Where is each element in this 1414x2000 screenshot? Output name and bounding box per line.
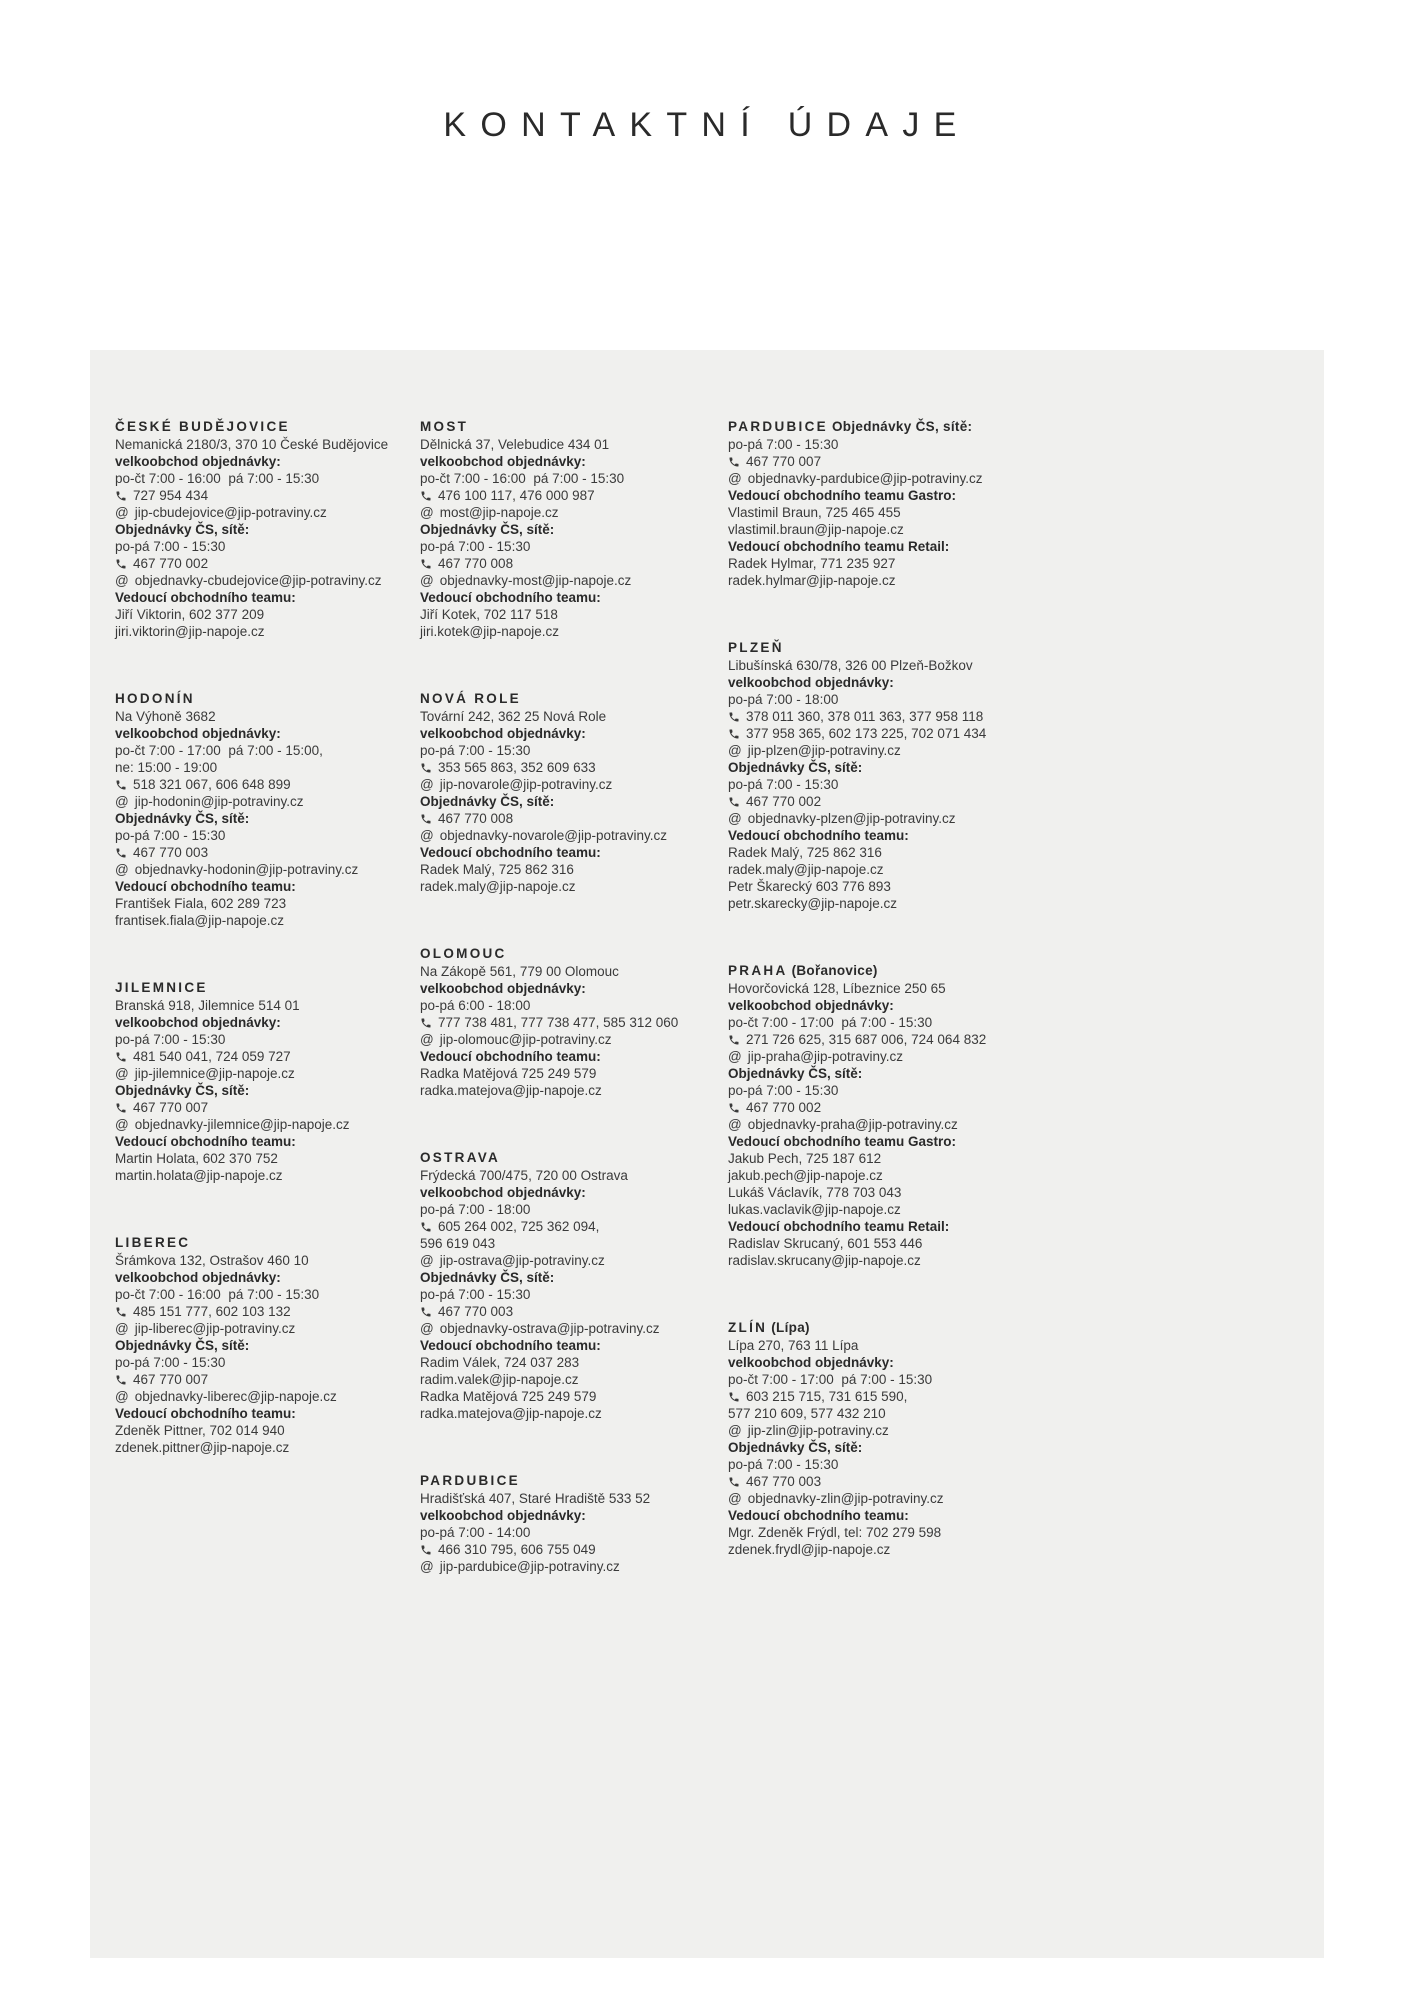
at-sign-icon: @ [115,1066,129,1081]
contact-entry-olomouc [420,945,712,1099]
phone-number: 467 770 008 [438,556,514,571]
city-name: ČESKÉ BUDĚJOVICE [115,419,290,434]
text-line: zdenek.frydl@jip-napoje.cz [728,1542,891,1557]
contact-entry-nova-role [420,690,712,895]
text-line: petr.skarecky@jip-napoje.cz [728,896,898,911]
email-line [115,572,395,589]
contact-city-heading [115,690,407,707]
text-line: Radka Matějová 725 249 579 [420,1389,597,1404]
text-line: lukas.vaclavik@jip-napoje.cz [728,1202,901,1217]
section-label: Vedoucí obchodního teamu: [420,845,601,860]
text-line: po-čt 7:00 - 16:00 pá 7:00 - 15:30 [115,1287,320,1302]
contact-entry-most [420,418,712,640]
email-line [420,827,700,844]
section-label: Objednávky ČS, sítě: [728,1440,863,1455]
text-line: po-čt 7:00 - 17:00 pá 7:00 - 15:30 [728,1372,933,1387]
text-line: po-pá 7:00 - 15:30 [728,1083,839,1098]
email-line [115,793,395,810]
phone-icon [728,711,740,723]
text-line: po-pá 7:00 - 15:30 [728,437,839,452]
phone-number: 467 770 003 [746,1474,822,1489]
text-line: Martin Holata, 602 370 752 [115,1151,278,1166]
phone-number: 467 770 003 [133,845,209,860]
text-line: Radka Matějová 725 249 579 [420,1066,597,1081]
email-line [420,1252,700,1269]
email-line [728,742,1008,759]
section-label: Objednávky ČS, sítě: [728,760,863,775]
at-sign-icon: @ [728,1491,742,1506]
contacts-panel [90,350,1324,1958]
contact-city-heading [420,1149,712,1166]
section-label: velkoobchod objednávky: [420,1185,586,1200]
section-label: Vedoucí obchodního teamu: [115,1134,296,1149]
at-sign-icon: @ [420,1321,434,1336]
email-line [115,1116,395,1133]
phone-icon [115,1102,127,1114]
email-address: objednavky-liberec@jip-napoje.cz [134,1389,337,1404]
phone-icon [420,490,432,502]
text-line: po-čt 7:00 - 16:00 pá 7:00 - 15:30 [115,471,320,486]
email-address: objednavky-plzen@jip-potraviny.cz [747,811,956,826]
email-line [420,1558,700,1575]
at-sign-icon: @ [420,828,434,843]
at-sign-icon: @ [420,1559,434,1574]
phone-icon [420,558,432,570]
heading-suffix: (Lípa) [767,1320,810,1335]
email-line [728,1116,1008,1133]
city-name: HODONÍN [115,691,195,706]
heading-suffix: (Bořanovice) [787,963,878,978]
text-line: vlastimil.braun@jip-napoje.cz [728,522,904,537]
phone-line [420,1541,700,1558]
email-address: jip-praha@jip-potraviny.cz [747,1049,903,1064]
email-address: jip-cbudejovice@jip-potraviny.cz [134,505,327,520]
text-line: po-pá 7:00 - 15:30 [728,777,839,792]
at-sign-icon: @ [420,573,434,588]
text-line: Lípa 270, 763 11 Lípa [728,1338,859,1353]
text-line: po-čt 7:00 - 17:00 pá 7:00 - 15:30 [728,1015,933,1030]
text-line: po-pá 7:00 - 18:00 [420,1202,531,1217]
section-label: Objednávky ČS, sítě: [115,1083,250,1098]
section-label: Objednávky ČS, sítě: [420,1270,555,1285]
email-line [115,1320,395,1337]
text-line: 577 210 609, 577 432 210 [728,1406,886,1421]
phone-icon [728,796,740,808]
email-line [115,1388,395,1405]
section-label: Vedoucí obchodního teamu Retail: [728,539,950,554]
contact-entry-ostrava [420,1149,712,1422]
contact-entry-liberec [115,1234,407,1456]
email-line [115,861,395,878]
email-address: objednavky-novarole@jip-potraviny.cz [439,828,668,843]
email-line [728,470,1008,487]
section-label: Vedoucí obchodního teamu Retail: [728,1219,950,1234]
at-sign-icon: @ [115,1117,129,1132]
at-sign-icon: @ [115,794,129,809]
text-line: po-pá 6:00 - 18:00 [420,998,531,1013]
city-name: PRAHA [728,963,788,978]
phone-line [115,1303,395,1320]
city-name: MOST [420,419,469,434]
text-line: Radek Malý, 725 862 316 [420,862,574,877]
phone-icon [728,1476,740,1488]
email-address: jip-olomouc@jip-potraviny.cz [439,1032,612,1047]
phone-line [420,1218,700,1235]
at-sign-icon: @ [420,505,434,520]
contact-entry-ceske-budejovice [115,418,407,640]
text-line: Hovorčovická 128, Líbeznice 250 65 [728,981,946,996]
text-line: po-čt 7:00 - 16:00 pá 7:00 - 15:30 [420,471,625,486]
email-address: jip-zlin@jip-potraviny.cz [747,1423,889,1438]
at-sign-icon: @ [420,777,434,792]
phone-number: 467 770 007 [746,454,822,469]
phone-line [115,1048,395,1065]
email-address: objednavky-most@jip-napoje.cz [439,573,632,588]
email-address: objednavky-ostrava@jip-potraviny.cz [439,1321,660,1336]
contact-city-heading [420,690,712,707]
phone-icon [420,1221,432,1233]
contact-city-heading [728,639,1020,656]
phone-line [728,453,1008,470]
phone-number: 467 770 003 [438,1304,514,1319]
text-line: Radim Válek, 724 037 283 [420,1355,580,1370]
section-label: velkoobchod objednávky: [115,1270,281,1285]
at-sign-icon: @ [728,471,742,486]
contact-entry-plzen [728,639,1020,912]
section-label: Objednávky ČS, sítě: [115,522,250,537]
at-sign-icon: @ [115,862,129,877]
phone-line [115,1371,395,1388]
section-label: Objednávky ČS, sítě: [728,1066,863,1081]
text-line: Vlastimil Braun, 725 465 455 [728,505,901,520]
at-sign-icon: @ [115,573,129,588]
phone-number: 377 958 365, 602 173 225, 702 071 434 [746,726,987,741]
email-line [728,1490,1008,1507]
email-address: jip-jilemnice@jip-napoje.cz [134,1066,295,1081]
phone-icon [115,847,127,859]
email-line [115,1065,395,1082]
section-label: velkoobchod objednávky: [115,1015,281,1030]
at-sign-icon: @ [728,1049,742,1064]
contact-entry-pardubice-objednavky [728,418,1020,589]
email-line [420,572,700,589]
phone-line [728,1388,1008,1405]
email-line [420,776,700,793]
phone-line [420,487,700,504]
city-name: OLOMOUC [420,946,507,961]
email-address: jip-plzen@jip-potraviny.cz [747,743,901,758]
email-address: jip-ostrava@jip-potraviny.cz [439,1253,605,1268]
text-line: po-pá 7:00 - 15:30 [420,743,531,758]
phone-number: 603 215 715, 731 615 590, [746,1389,908,1404]
phone-icon [728,1391,740,1403]
text-line: Lukáš Václavík, 778 703 043 [728,1185,902,1200]
text-line: František Fiala, 602 289 723 [115,896,287,911]
phone-number: 467 770 002 [746,1100,822,1115]
section-label: Vedoucí obchodního teamu: [115,879,296,894]
phone-line [728,1031,1008,1048]
text-line: ne: 15:00 - 19:00 [115,760,218,775]
section-label: velkoobchod objednávky: [420,981,586,996]
phone-line [728,725,1008,742]
phone-number: 605 264 002, 725 362 094, [438,1219,600,1234]
phone-number: 727 954 434 [133,488,209,503]
phone-icon [115,1306,127,1318]
heading-suffix: Objednávky ČS, sítě: [827,419,973,434]
phone-line [115,555,395,572]
phone-number: 476 100 117, 476 000 987 [438,488,595,503]
email-address: objednavky-cbudejovice@jip-potraviny.cz [134,573,382,588]
text-line: Jiří Viktorin, 602 377 209 [115,607,265,622]
phone-line [115,844,395,861]
phone-icon [115,490,127,502]
phone-number: 777 738 481, 777 738 477, 585 312 060 [438,1015,679,1030]
contact-city-heading [728,1319,1020,1336]
email-line [728,1048,1008,1065]
phone-icon [115,779,127,791]
text-line: radislav.skrucany@jip-napoje.cz [728,1253,921,1268]
at-sign-icon: @ [728,1117,742,1132]
contact-city-heading [420,418,712,435]
text-line: Zdeněk Pittner, 702 014 940 [115,1423,285,1438]
text-line: po-pá 7:00 - 14:00 [420,1525,531,1540]
text-line: Mgr. Zdeněk Frýdl, tel: 702 279 598 [728,1525,942,1540]
text-line: frantisek.fiala@jip-napoje.cz [115,913,285,928]
text-line: po-pá 7:00 - 15:30 [420,1287,531,1302]
text-line: Radek Hylmar, 771 235 927 [728,556,896,571]
section-label: Vedoucí obchodního teamu: [728,1508,909,1523]
section-label: Vedoucí obchodního teamu: [420,1338,601,1353]
text-line: Frýdecká 700/475, 720 00 Ostrava [420,1168,628,1183]
section-label: Vedoucí obchodního teamu: [728,828,909,843]
phone-number: 378 011 360, 378 011 363, 377 958 118 [746,709,984,724]
section-label: velkoobchod objednávky: [420,454,586,469]
page-title: KONTAKTNÍ ÚDAJE [443,106,971,144]
section-label: Vedoucí obchodního teamu: [115,1406,296,1421]
email-line [115,504,395,521]
at-sign-icon: @ [115,505,129,520]
phone-number: 467 770 002 [133,556,209,571]
text-line: Jiří Kotek, 702 117 518 [420,607,558,622]
phone-line [728,1099,1008,1116]
contact-city-heading [115,1234,407,1251]
contact-entry-praha-boranovice [728,962,1020,1269]
email-address: most@jip-napoje.cz [439,505,559,520]
contact-entry-jilemnice [115,979,407,1184]
text-line: jiri.kotek@jip-napoje.cz [420,624,560,639]
text-line: Radek Malý, 725 862 316 [728,845,882,860]
text-line: po-pá 7:00 - 15:30 [115,539,226,554]
phone-icon [420,813,432,825]
phone-line [420,1014,700,1031]
phone-line [728,1473,1008,1490]
phone-icon [420,1544,432,1556]
email-line [420,504,700,521]
contact-entry-zlin-lipa [728,1319,1020,1558]
section-label: Objednávky ČS, sítě: [420,522,555,537]
text-line: Jakub Pech, 725 187 612 [728,1151,882,1166]
city-name: OSTRAVA [420,1150,501,1165]
text-line: jiri.viktorin@jip-napoje.cz [115,624,265,639]
section-label: Vedoucí obchodního teamu Gastro: [728,488,957,503]
section-label: Objednávky ČS, sítě: [420,794,555,809]
phone-line [115,487,395,504]
email-line [728,810,1008,827]
section-label: Vedoucí obchodního teamu: [420,590,601,605]
phone-line [115,776,395,793]
text-line: Na Výhoně 3682 [115,709,216,724]
contact-city-heading [420,1472,712,1489]
phone-number: 467 770 007 [133,1100,209,1115]
contacts-columns [115,418,1324,1575]
text-line: radek.maly@jip-napoje.cz [420,879,576,894]
phone-line [115,1099,395,1116]
phone-number: 518 321 067, 606 648 899 [133,777,291,792]
at-sign-icon: @ [728,811,742,826]
text-line: po-pá 7:00 - 15:30 [420,539,531,554]
text-line: Šrámkova 132, Ostrašov 460 10 [115,1253,309,1268]
text-line: po-pá 7:00 - 15:30 [115,1355,226,1370]
phone-icon [420,762,432,774]
phone-icon [728,1034,740,1046]
section-label: velkoobchod objednávky: [115,726,281,741]
contact-city-heading [420,945,712,962]
contact-entry-pardubice [420,1472,712,1575]
contacts-column-2 [420,418,728,1575]
phone-icon [728,1102,740,1114]
text-line: radim.valek@jip-napoje.cz [420,1372,579,1387]
city-name: PARDUBICE [420,1473,520,1488]
phone-line [420,1303,700,1320]
city-name: PLZEŇ [728,640,784,655]
phone-icon [115,1051,127,1063]
text-line: radka.matejova@jip-napoje.cz [420,1406,602,1421]
text-line: jakub.pech@jip-napoje.cz [728,1168,883,1183]
section-label: velkoobchod objednávky: [420,1508,586,1523]
phone-line [420,810,700,827]
phone-icon [115,1374,127,1386]
text-line: radek.maly@jip-napoje.cz [728,862,884,877]
city-name: JILEMNICE [115,980,208,995]
text-line: Libušínská 630/78, 326 00 Plzeň-Božkov [728,658,973,673]
email-address: jip-hodonin@jip-potraviny.cz [134,794,304,809]
phone-number: 353 565 863, 352 609 633 [438,760,596,775]
text-line: Radislav Skrucaný, 601 553 446 [728,1236,923,1251]
text-line: Hradišťská 407, Staré Hradiště 533 52 [420,1491,651,1506]
email-address: objednavky-praha@jip-potraviny.cz [747,1117,958,1132]
text-line: Petr Škarecký 603 776 893 [728,879,891,894]
city-name: LIBEREC [115,1235,191,1250]
phone-number: 466 310 795, 606 755 049 [438,1542,596,1557]
at-sign-icon: @ [728,1423,742,1438]
text-line: po-pá 7:00 - 15:30 [115,828,226,843]
at-sign-icon: @ [115,1389,129,1404]
city-name: PARDUBICE [728,419,828,434]
at-sign-icon: @ [420,1032,434,1047]
text-line: Dělnická 37, Velebudice 434 01 [420,437,610,452]
section-label: velkoobchod objednávky: [115,454,281,469]
text-line: Nemanická 2180/3, 370 10 České Budějovice [115,437,389,452]
section-label: Vedoucí obchodního teamu: [420,1049,601,1064]
phone-line [728,793,1008,810]
email-address: jip-novarole@jip-potraviny.cz [439,777,613,792]
email-address: objednavky-pardubice@jip-potraviny.cz [747,471,983,486]
contact-city-heading [728,418,1020,435]
phone-number: 467 770 007 [133,1372,209,1387]
at-sign-icon: @ [728,743,742,758]
email-address: jip-pardubice@jip-potraviny.cz [439,1559,620,1574]
text-line: 596 619 043 [420,1236,496,1251]
phone-number: 485 151 777, 602 103 132 [133,1304,291,1319]
text-line: po-pá 7:00 - 15:30 [115,1032,226,1047]
email-line [420,1320,700,1337]
email-line [420,1031,700,1048]
text-line: po-čt 7:00 - 17:00 pá 7:00 - 15:00, [115,743,323,758]
phone-line [420,555,700,572]
at-sign-icon: @ [420,1253,434,1268]
text-line: radek.hylmar@jip-napoje.cz [728,573,896,588]
phone-icon [728,456,740,468]
text-line: Branská 918, Jilemnice 514 01 [115,998,300,1013]
text-line: radka.matejova@jip-napoje.cz [420,1083,602,1098]
phone-number: 467 770 002 [746,794,822,809]
text-line: po-pá 7:00 - 15:30 [728,1457,839,1472]
section-label: velkoobchod objednávky: [728,998,894,1013]
section-label: Objednávky ČS, sítě: [115,1338,250,1353]
phone-number: 481 540 041, 724 059 727 [133,1049,291,1064]
section-label: velkoobchod objednávky: [728,675,894,690]
contact-entry-hodonin [115,690,407,929]
contacts-column-3 [728,418,1038,1558]
phone-number: 271 726 625, 315 687 006, 724 064 832 [746,1032,987,1047]
city-name: ZLÍN [728,1320,768,1335]
email-line [728,1422,1008,1439]
phone-line [728,708,1008,725]
text-line: martin.holata@jip-napoje.cz [115,1168,283,1183]
phone-icon [728,728,740,740]
email-address: objednavky-hodonin@jip-potraviny.cz [134,862,359,877]
text-line: Na Zákopě 561, 779 00 Olomouc [420,964,619,979]
email-address: jip-liberec@jip-potraviny.cz [134,1321,296,1336]
contact-city-heading [115,418,407,435]
phone-icon [115,558,127,570]
section-label: Vedoucí obchodního teamu: [115,590,296,605]
at-sign-icon: @ [115,1321,129,1336]
phone-icon [420,1017,432,1029]
email-address: objednavky-zlin@jip-potraviny.cz [747,1491,944,1506]
text-line: zdenek.pittner@jip-napoje.cz [115,1440,290,1455]
text-line: Tovární 242, 362 25 Nová Role [420,709,607,724]
city-name: NOVÁ ROLE [420,691,521,706]
section-label: Objednávky ČS, sítě: [115,811,250,826]
phone-icon [420,1306,432,1318]
contact-city-heading [728,962,1020,979]
email-address: objednavky-jilemnice@jip-napoje.cz [134,1117,350,1132]
text-line: po-pá 7:00 - 18:00 [728,692,839,707]
contact-city-heading [115,979,407,996]
section-label: velkoobchod objednávky: [420,726,586,741]
phone-number: 467 770 008 [438,811,514,826]
section-label: velkoobchod objednávky: [728,1355,894,1370]
phone-line [420,759,700,776]
contacts-column-1 [115,418,420,1456]
section-label: Vedoucí obchodního teamu Gastro: [728,1134,957,1149]
